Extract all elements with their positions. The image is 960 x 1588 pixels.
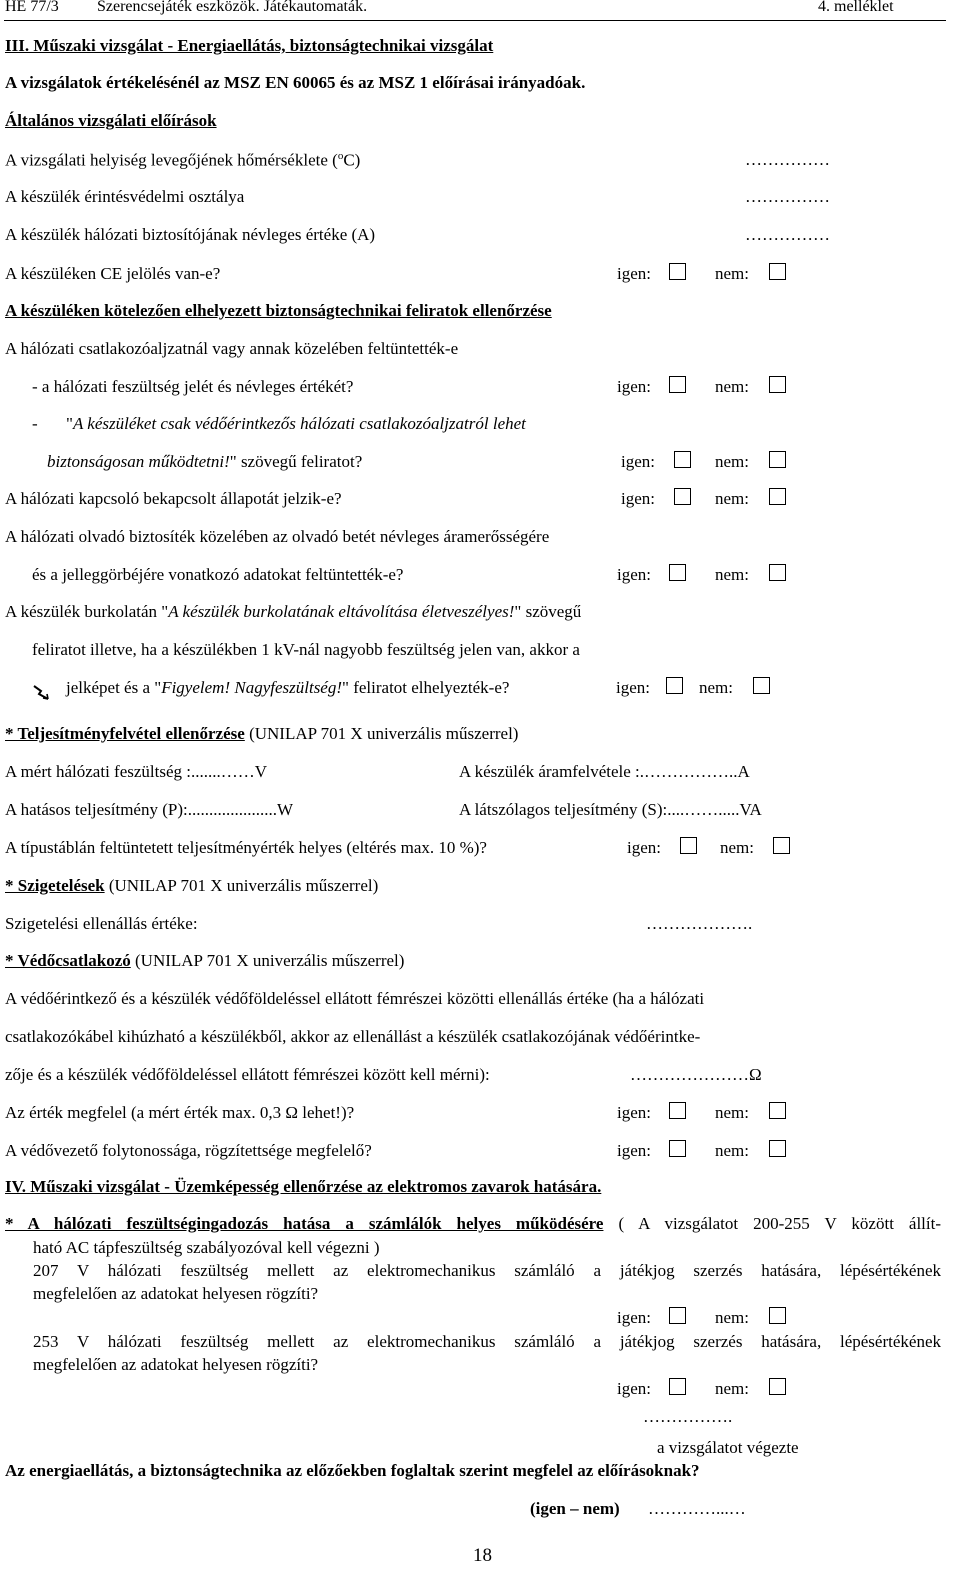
yes-label: igen: [617,264,651,283]
no-label: nem: [715,1379,749,1398]
inscriptions-intro: A hálózati csatlakozóaljzatnál vagy annak közelében feltüntették-e [5,339,459,358]
insulation-resistance-label: Szigetelési ellenállás értéke: [5,914,198,933]
no-label: nem: [715,1308,749,1327]
no-checkbox[interactable] [769,263,786,280]
protection-class-label: A készülék érintésvédelmi osztálya [5,187,245,206]
lightning-bolt-icon [30,680,52,702]
header-annex: 4. melléklet [818,0,894,15]
conclusion-answer[interactable]: (igen – nem) [530,1499,620,1518]
current-draw[interactable]: A készülék áramfelvétele :.……………..A [459,762,750,781]
yes-checkbox[interactable] [674,451,691,468]
temperature-dots[interactable]: …………… [745,150,830,169]
no-checkbox[interactable] [769,376,786,393]
power-heading: * Teljesítményfelvétel ellenőrzése (UNILAP 701 X univerzális műszerrel) [5,724,519,743]
insulation-heading: * Szigetelések (UNILAP 701 X univerzális műszerrel) [5,876,379,895]
section3-title: III. Műszaki vizsgálat - Energiaellátás, biztonságtechnikai vizsgálat [5,36,494,55]
yes-label: igen: [617,377,651,396]
yes-checkbox[interactable] [669,564,686,581]
no-label: nem: [715,452,749,471]
header-rule [4,20,946,21]
yes-label: igen: [621,489,655,508]
v207-line2: megfelelően az adatokat helyesen rögzíti? [33,1284,319,1303]
switch-state-question: A hálózati kapcsoló bekapcsolt állapotát jelzik-e? [5,489,342,508]
no-label: nem: [720,838,754,857]
active-power[interactable]: A hatásos teljesítmény (P):.....................W [5,800,294,819]
yes-checkbox[interactable] [669,1102,686,1119]
protective-line2: csatlakozókábel kihúzható a készülékből, akkor az ellenállást a készülék csatlakozójának védőérintke- [5,1027,701,1046]
yes-label: igen: [621,452,655,471]
no-checkbox[interactable] [769,1140,786,1157]
protective-line3: zője és a készülék védőföldeléssel ellátott fémrészei között kell mérni): [5,1065,490,1084]
yes-label: igen: [617,1103,651,1122]
protective-line1: A védőérintkező és a készülék védőföldeléssel ellátott fémrészei közötti ellenállás értéke (ha a hálózati [5,989,705,1008]
fuse-rating-label: A készülék hálózati biztosítójának névleges értéke (A) [5,225,376,244]
signature-dots[interactable]: ……………. [643,1407,733,1426]
yes-checkbox[interactable] [674,488,691,505]
fluct-line2: ható AC tápfeszültség szabályozóval kell végezni ) [33,1238,380,1257]
no-checkbox[interactable] [769,1102,786,1119]
voltage-sign-question: - a hálózati feszültség jelét és névleges értékét? [32,377,354,396]
value-ok-question: Az érték megfelel (a mért érték max. 0,3 Ω lehet!)? [5,1103,355,1122]
yes-checkbox[interactable] [669,1378,686,1395]
temperature-label: A vizsgálati helyiség levegőjének hőmérséklete ($^o$C) [5,150,361,170]
standards-note: A vizsgálatok értékelésénél az MSZ EN 60065 és az MSZ 1 előírásai irányadóak. [5,73,586,92]
no-label: nem: [715,489,749,508]
v253-line2: megfelelően az adatokat helyesen rögzíti? [33,1355,319,1374]
general-heading: Általános vizsgálati előírások [5,111,217,130]
cover-warning-line2: feliratot illetve, ha a készülékben 1 kV-nál nagyobb feszültség jelen van, akkor a [32,640,580,659]
page-number: 18 [473,1545,492,1566]
nameplate-question: A típustáblán feltüntetett teljesítményérték helyes (eltérés max. 10 %)? [5,838,487,857]
no-label: nem: [715,1103,749,1122]
measured-voltage[interactable]: A mért hálózati feszültség :.......……V [5,762,268,781]
ce-marking-question: A készüléken CE jelölés van-e? [5,264,221,283]
yes-label: igen: [627,838,661,857]
yes-checkbox[interactable] [669,263,686,280]
no-checkbox[interactable] [769,1307,786,1324]
no-checkbox[interactable] [769,1378,786,1395]
fuse-inscription-line1: A hálózati olvadó biztosíték közelében az olvadó betét névleges áramerősségére [5,527,550,546]
v207-line1: 207 V hálózati feszültség mellett az elektromechanikus számláló a játékjog szerzés hatására, lépésértékének [33,1261,941,1280]
dash-marker: - [32,414,38,433]
no-label: nem: [715,264,749,283]
no-label: nem: [699,678,733,697]
signature-label: a vizsgálatot végezte [657,1438,799,1457]
yes-label: igen: [616,678,650,697]
yes-checkbox[interactable] [669,376,686,393]
yes-checkbox[interactable] [666,677,683,694]
no-checkbox[interactable] [769,564,786,581]
protective-resistance-value[interactable]: …………………Ω [630,1065,762,1084]
yes-label: igen: [617,565,651,584]
conclusion-question: Az energiaellátás, a biztonságtechnika az előzőekben foglaltak szerint megfelel az előírásoknak? [5,1461,700,1480]
yes-checkbox[interactable] [680,837,697,854]
protective-heading: * Védőcsatlakozó (UNILAP 701 X univerzális műszerrel) [5,951,405,970]
fuse-rating-dots[interactable]: …………… [745,225,830,244]
no-checkbox[interactable] [773,837,790,854]
no-label: nem: [715,377,749,396]
no-label: nem: [715,565,749,584]
cover-warning-line3: jelképet és a "Figyelem! Nagyfeszültség!" feliratot elhelyezték-e? [66,678,510,697]
fluct-heading: * A hálózati feszültségingadozás hatása a számlálók helyes működésére ( A vizsgálatot 200-255 V között állít- [5,1214,942,1233]
fuse-inscription-line2: és a jelleggörbéjére vonatkozó adatokat feltüntették-e? [32,565,404,584]
protective-socket-line2: biztonságosan működtetni!" szövegű feliratot? [47,452,363,471]
header-title: Szerencsejáték eszközök. Játékautomaták. [97,0,368,15]
header-code: HE 77/3 [5,0,59,15]
inscriptions-heading: A készüléken kötelezően elhelyezett biztonságtechnikai feliratok ellenőrzése [5,301,552,320]
apparent-power[interactable]: A látszólagos teljesítmény (S):....…….....VA [459,800,762,819]
section4-title: IV. Műszaki vizsgálat - Üzemképesség ellenőrzése az elektromos zavarok hatására. [5,1177,602,1196]
yes-label: igen: [617,1308,651,1327]
yes-label: igen: [617,1379,651,1398]
yes-checkbox[interactable] [669,1140,686,1157]
yes-checkbox[interactable] [669,1307,686,1324]
protection-class-dots[interactable]: …………… [745,187,830,206]
no-label: nem: [715,1141,749,1160]
continuity-question: A védővezető folytonossága, rögzítettsége megfelelő? [5,1141,372,1160]
yes-label: igen: [617,1141,651,1160]
v253-line1: 253 V hálózati feszültség mellett az elektromechanikus számláló a játékjog szerzés hatására, lépésértékének [33,1332,941,1351]
no-checkbox[interactable] [769,488,786,505]
cover-warning-line1: A készülék burkolatán "A készülék burkolatának eltávolítása életveszélyes!" szövegű [5,602,582,621]
insulation-resistance-dots[interactable]: ………………. [646,914,753,933]
protective-socket-line1: "A készüléket csak védőérintkezős hálózati csatlakozóaljzatról lehet [66,414,526,433]
conclusion-dots[interactable]: …………...… [648,1499,746,1518]
no-checkbox[interactable] [769,451,786,468]
no-checkbox[interactable] [753,677,770,694]
